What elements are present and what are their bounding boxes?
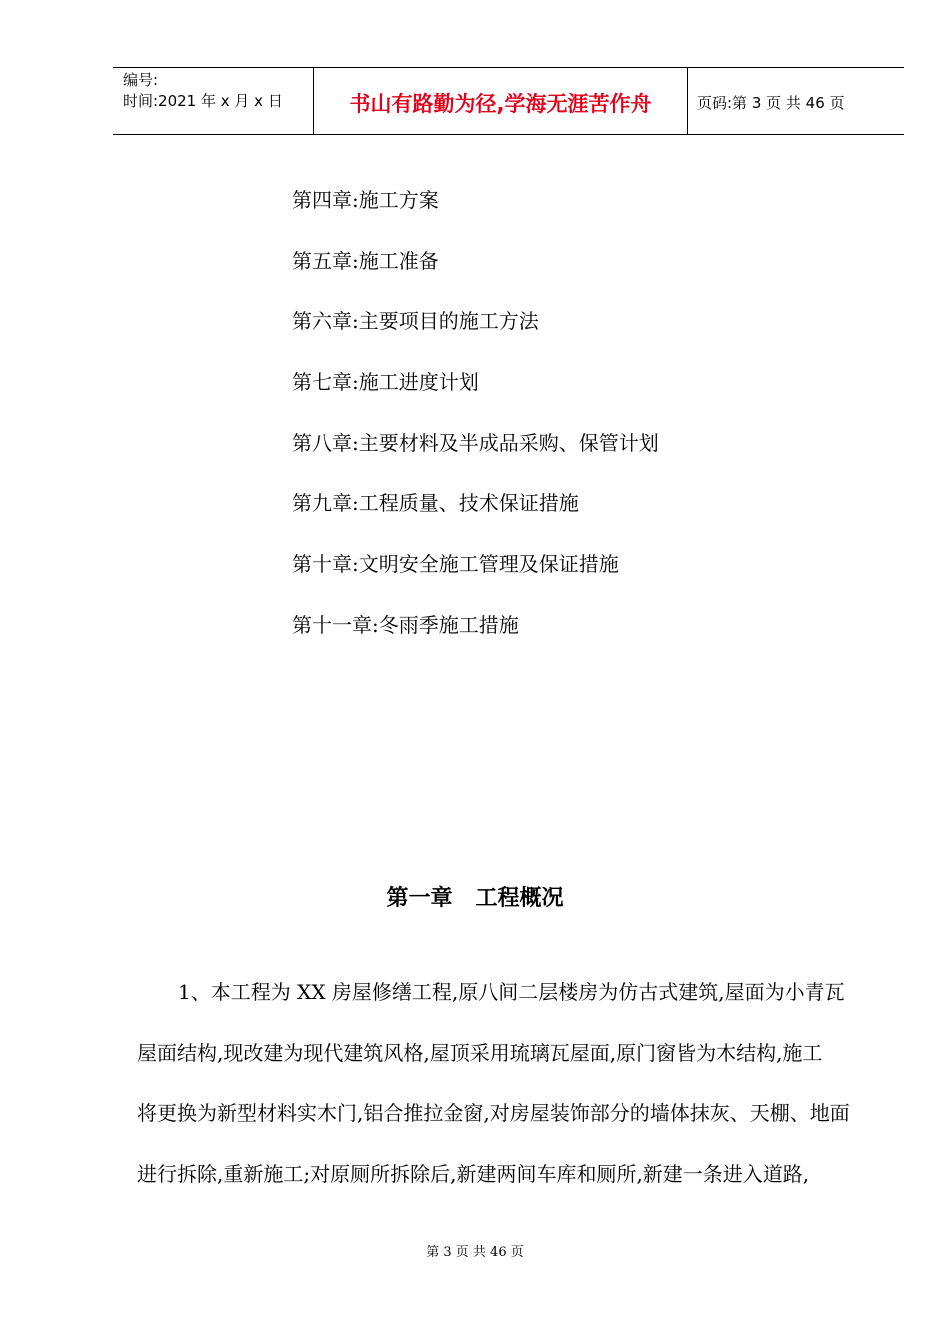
- toc-item: 第四章:施工方案: [292, 188, 439, 212]
- paragraph-line: 1、本工程为 XX 房屋修缮工程,原八间二层楼房为仿古式建筑,屋面为小青瓦: [178, 980, 845, 1004]
- paragraph-line: 进行拆除,重新施工;对原厕所拆除后,新建两间车库和厕所,新建一条进入道路,: [137, 1162, 810, 1187]
- toc-item: 第十一章:冬雨季施工措施: [292, 612, 519, 637]
- toc-item: 第十章:文明安全施工管理及保证措施: [292, 552, 619, 577]
- paragraph-line: 屋面结构,现改建为现代建筑风格,屋顶采用琉璃瓦屋面,原门窗皆为木结构,施工: [137, 1040, 823, 1065]
- header-page-info: 页码:第 3 页 共 46 页: [697, 94, 845, 112]
- toc-item: 第九章:工程质量、技术保证措施: [292, 491, 579, 516]
- time-label: 时间:2021 年 x 月 x 日: [123, 92, 283, 110]
- chapter-paragraph: [137, 970, 883, 1213]
- header-right-cell: [688, 68, 904, 134]
- header-motto: 书山有路勤为径,学海无涯苦作舟: [349, 92, 652, 116]
- table-of-contents: [292, 182, 659, 668]
- page-footer: 第 3 页 共 46 页: [426, 1245, 524, 1260]
- header-left-cell: [113, 68, 314, 134]
- toc-item: 第七章:施工进度计划: [292, 370, 479, 395]
- paragraph-line: 将更换为新型材料实木门,铝合推拉金窗,对房屋装饰部分的墙体抹灰、天棚、地面: [137, 1101, 850, 1126]
- page-header: [113, 67, 904, 135]
- toc-item: 第五章:施工准备: [292, 248, 439, 273]
- header-middle-cell: [314, 68, 688, 134]
- toc-item: 第八章:主要材料及半成品采购、保管计划: [292, 430, 659, 455]
- toc-item: 第六章:主要项目的施工方法: [292, 309, 539, 334]
- chapter-title: 第一章 工程概况: [386, 886, 564, 911]
- number-label: 编号:: [123, 71, 159, 89]
